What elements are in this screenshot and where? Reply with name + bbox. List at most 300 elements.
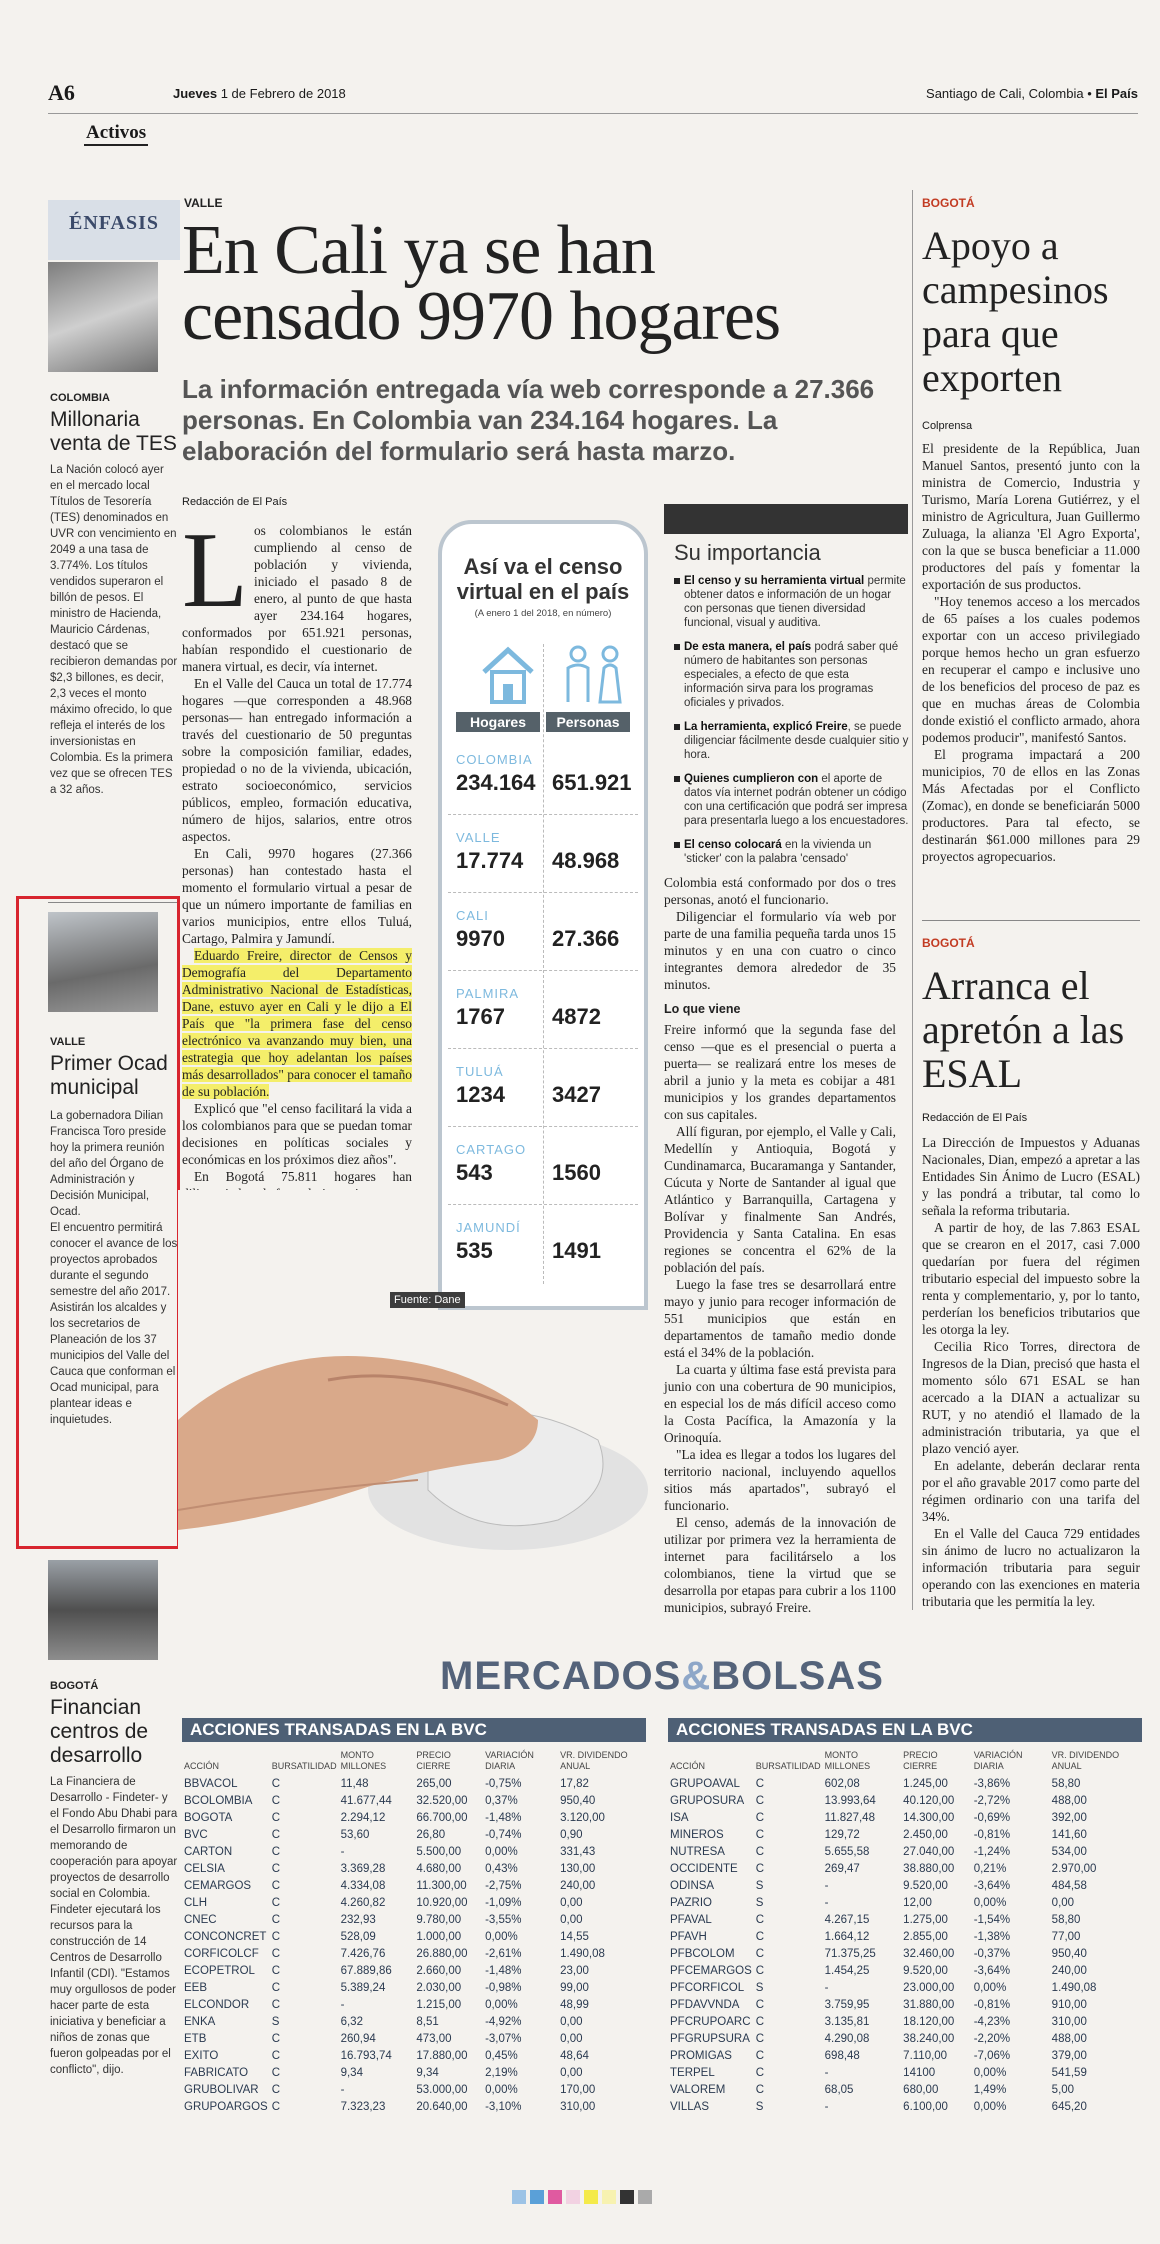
ticker-cell: NUTRESA <box>670 1845 725 1858</box>
value-cell: -4,92% <box>485 2015 522 2028</box>
value-cell: 32.520,00 <box>416 1794 468 1807</box>
value-cell: 1.275,00 <box>903 1913 948 1926</box>
value-cell: 534,00 <box>1051 1845 1087 1858</box>
value-cell: -0,69% <box>973 1811 1011 1824</box>
row-separator <box>448 1048 638 1049</box>
value-cell: 5.500,00 <box>416 1845 462 1858</box>
page-header <box>48 78 1138 114</box>
value-cell: 698,48 <box>824 2049 860 2062</box>
value-cell: 0,43% <box>485 1862 518 1875</box>
table-row <box>182 1945 646 1962</box>
table-row <box>668 1962 1142 1979</box>
article-column-3 <box>664 874 896 1616</box>
section-label: Activos <box>84 122 148 146</box>
ticker-cell: ISA <box>670 1811 689 1824</box>
ticker-cell: GRUPOARGOS <box>184 2100 268 2113</box>
personas-value: 27.366 <box>552 926 620 951</box>
value-cell: C <box>271 1964 281 1977</box>
value-cell: -1,09% <box>485 1896 522 1909</box>
column-header: VARIACIÓN DIARIA <box>973 1750 1023 1771</box>
value-cell: 260,94 <box>340 2032 376 2045</box>
ocad-body-1: La gobernadora Dilian Francisca Toro preside hoy la primera reunión del año del Órgano de Administración y Decisión Municipal, Ocad. <box>50 1110 167 1218</box>
region-label: COLOMBIA <box>456 752 533 767</box>
hogares-value: 9970 <box>456 926 505 951</box>
value-cell: -3,55% <box>485 1913 522 1926</box>
value-cell: 1.664,12 <box>824 1930 870 1943</box>
value-cell: -3,64% <box>973 1879 1011 1892</box>
importancia-list <box>674 574 910 876</box>
paragraph: Luego la fase tres se desarrollará entre mayo y junio para recoger información de 551 municipios que están en departamentos de tamaño medio donde está el 34% de la población. <box>664 1277 896 1360</box>
value-cell: 170,00 <box>560 2083 596 2096</box>
row-separator <box>448 970 638 971</box>
ticker-cell: PFCORFICOL <box>670 1981 745 1994</box>
value-cell: 3.135,81 <box>824 2015 870 2028</box>
market-table <box>182 1750 646 2115</box>
ticker-cell: ETB <box>184 2032 207 2045</box>
value-cell: 680,00 <box>903 2083 939 2096</box>
value-cell: 0,00 <box>560 2032 583 2045</box>
value-cell: 67.889,86 <box>340 1964 392 1977</box>
value-cell: 488,00 <box>1051 1794 1087 1807</box>
value-cell: C <box>271 1947 281 1960</box>
value-cell: 6,32 <box>340 2015 363 2028</box>
infographic-subtitle: (A enero 1 del 2018, en número) <box>474 608 612 619</box>
value-cell: 9.780,00 <box>416 1913 462 1926</box>
value-cell: 1.490,08 <box>560 1947 605 1960</box>
value-cell: C <box>271 1862 281 1875</box>
article-column-1 <box>182 511 412 1304</box>
value-cell: 9.520,00 <box>903 1964 948 1977</box>
value-cell: 13.993,64 <box>824 1794 876 1807</box>
value-cell: 7.323,23 <box>340 2100 386 2113</box>
value-cell: -4,23% <box>973 2015 1011 2028</box>
value-cell: -0,98% <box>485 1981 522 1994</box>
value-cell: 9,34 <box>416 2066 439 2079</box>
value-cell: 4.260,82 <box>340 1896 386 1909</box>
value-cell: C <box>271 1811 281 1824</box>
value-cell: 0,00% <box>973 1981 1007 1994</box>
market-table-title: ACCIONES TRANSADAS EN LA BVC <box>182 1718 646 1742</box>
importancia-item: El censo y su herramienta virtual permite obtener datos e información de un hogar con personas que tienen diversidad funcional, visual y auditiva. <box>674 574 910 630</box>
value-cell: C <box>755 1794 765 1807</box>
table-row <box>668 1792 1142 1809</box>
value-cell: 0,37% <box>485 1794 518 1807</box>
value-cell: 5.655,58 <box>824 1845 870 1858</box>
value-cell: 602,08 <box>824 1777 860 1790</box>
value-cell: 48,99 <box>560 1998 589 2011</box>
value-cell: 2.030,00 <box>416 1981 462 1994</box>
value-cell: -3,64% <box>973 1964 1011 1977</box>
ticker-cell: ODINSA <box>670 1879 715 1892</box>
apoyo-headline: Apoyo a campesinos para que exporten <box>922 223 1109 400</box>
value-cell: -3,10% <box>485 2100 522 2113</box>
value-cell: 265,00 <box>416 1777 452 1790</box>
value-cell: C <box>755 1828 765 1841</box>
table-row <box>668 2064 1142 2081</box>
paragraph: La cuarta y última fase está prevista para junio con una cobertura de 90 municipios, en especial los de más difícil acceso como la Costa Pacífica, la Amazonía y la Orinoquía. <box>664 1362 896 1445</box>
main-subheadline: La información entregada vía web corresponde a 27.366 personas. En Colombia van 234.164 hogares. La elaboración del formulario será hasta marzo. <box>182 374 875 466</box>
value-cell: 23,00 <box>560 1964 589 1977</box>
table-row <box>668 1860 1142 1877</box>
ticker-cell: BBVACOL <box>184 1777 238 1790</box>
value-cell: S <box>755 1896 764 1909</box>
column-header: MONTO MILLONES <box>340 1750 387 1771</box>
value-cell: 232,93 <box>340 1913 376 1926</box>
value-cell: 331,43 <box>560 1845 596 1858</box>
hogares-value: 1767 <box>456 1004 505 1029</box>
region-label: PALMIRA <box>456 986 520 1001</box>
value-cell: C <box>755 1862 765 1875</box>
value-cell: 12,00 <box>903 1896 932 1909</box>
value-cell: 950,40 <box>1051 1947 1087 1960</box>
table-row <box>668 2047 1142 2064</box>
column-header: VR. DIVIDENDO ANUAL <box>1051 1750 1120 1771</box>
column-header: PRECIO CIERRE <box>416 1750 451 1771</box>
value-cell: 14.300,00 <box>903 1811 955 1824</box>
value-cell: 484,58 <box>1051 1879 1087 1892</box>
value-cell: C <box>271 1828 281 1841</box>
market-table-left <box>182 1718 646 2115</box>
region-label: JAMUNDÍ <box>456 1220 521 1235</box>
value-cell: C <box>755 1998 765 2011</box>
value-cell: C <box>271 1845 281 1858</box>
hogares-value: 1234 <box>456 1082 505 1107</box>
value-cell: -0,75% <box>485 1777 522 1790</box>
value-cell: C <box>755 1777 765 1790</box>
value-cell: 0,00 <box>560 2015 583 2028</box>
value-cell: -1,48% <box>485 1811 522 1824</box>
value-cell: C <box>271 2032 281 2045</box>
ticker-cell: VALOREM <box>670 2083 726 2096</box>
value-cell: -3,07% <box>485 2032 522 2045</box>
ticker-cell: PROMIGAS <box>670 2049 732 2062</box>
paragraph: En el Valle del Cauca 729 entidades sin ánimo de lucro no actualizaron la información tributaria para seguir operando con las exenciones en materia tributaria que les permitía la ley. <box>922 1526 1140 1609</box>
hogares-value: 535 <box>456 1238 493 1263</box>
value-cell: 645,20 <box>1051 2100 1087 2113</box>
ticker-cell: OCCIDENTE <box>670 1862 738 1875</box>
market-table <box>668 1750 1142 2115</box>
dropcap: L <box>182 511 248 630</box>
value-cell: 0,00 <box>560 2066 583 2079</box>
ticker-cell: CEMARGOS <box>184 1879 252 1892</box>
value-cell: 14,55 <box>560 1930 589 1943</box>
value-cell: 269,47 <box>824 1862 860 1875</box>
subhead-lo-que-viene: Lo que viene <box>664 1002 741 1016</box>
kicker-bogota-1: BOGOTÁ <box>922 196 975 210</box>
value-cell: 32.460,00 <box>903 1947 955 1960</box>
value-cell: 1.000,00 <box>416 1930 462 1943</box>
hogares-value: 17.774 <box>456 848 524 873</box>
value-cell: 0,45% <box>485 2049 518 2062</box>
value-cell: S <box>271 2015 280 2028</box>
issue-date: Jueves 1 de Febrero de 2018 <box>173 86 346 101</box>
table-row <box>182 2047 646 2064</box>
value-cell: C <box>271 1896 281 1909</box>
paragraph: Explicó que "el censo facilitará la vida a los colombianos para que se puedan tomar decisiones en políticas sociales y económicas en los próximos diez años". <box>182 1101 412 1167</box>
table-row <box>668 1911 1142 1928</box>
value-cell: 0,00% <box>485 1998 518 2011</box>
ticker-cell: ENKA <box>184 2015 216 2028</box>
tes-photo <box>48 262 158 372</box>
personas-header: Personas <box>546 712 630 732</box>
value-cell: 0,21% <box>973 1862 1007 1875</box>
importancia-item: La herramienta, explicó Freire, se puede diligenciar fácilmente desde cualquier sitio y hora. <box>674 720 910 762</box>
value-cell: 141,60 <box>1051 1828 1087 1841</box>
value-cell: 7.110,00 <box>903 2049 948 2062</box>
value-cell: 1.490,08 <box>1051 1981 1097 1994</box>
value-cell: 48,64 <box>560 2049 589 2062</box>
house-icon <box>478 642 538 706</box>
column-divider <box>543 644 544 1284</box>
value-cell: 0,00% <box>973 2066 1007 2079</box>
esal-byline: Redacción de El País <box>922 1112 1028 1124</box>
value-cell: C <box>271 2100 281 2113</box>
value-cell: 17,82 <box>560 1777 589 1790</box>
markets-title: MERCADOS&BOLSAS <box>440 1654 884 1698</box>
region-label: TULUÁ <box>456 1064 504 1079</box>
value-cell: C <box>271 1981 281 1994</box>
value-cell: 71.375,25 <box>824 1947 876 1960</box>
value-cell: C <box>755 2083 765 2096</box>
table-row <box>668 1894 1142 1911</box>
value-cell: -7,06% <box>973 2049 1011 2062</box>
ticker-cell: PFCEMARGOS <box>670 1964 752 1977</box>
value-cell: 1.245,00 <box>903 1777 948 1790</box>
value-cell: 66.700,00 <box>416 1811 468 1824</box>
value-cell: 11.300,00 <box>416 1879 467 1892</box>
ticker-cell: VILLAS <box>670 2100 709 2113</box>
enfasis-label: ÉNFASIS <box>48 200 180 260</box>
paragraph: El programa impactará a 200 municipios, 70 de ellos en las Zonas Más Afectadas por el Conflicto (Zomac), en donde se beneficiarán 5000 productores. Para tal efecto, se destinarán $61.000 millones para 29 proyectos agropecuarios. <box>922 747 1140 864</box>
findeter-photo <box>48 1560 158 1660</box>
value-cell: C <box>755 2015 765 2028</box>
value-cell: C <box>755 2049 765 2062</box>
value-cell: -2,72% <box>973 1794 1011 1807</box>
value-cell: C <box>271 1879 281 1892</box>
value-cell: 17.880,00 <box>416 2049 468 2062</box>
value-cell: 2.660,00 <box>416 1964 462 1977</box>
paragraph: En adelante, deberán declarar renta por el año gravable 2017 como parte del régimen ordinario con una tarifa del 34%. <box>922 1458 1140 1524</box>
ocad-title: Primer Ocad municipal <box>50 1052 168 1099</box>
value-cell: 2.450,00 <box>903 1828 948 1841</box>
importancia-title: Su importancia <box>674 540 821 565</box>
apoyo-body <box>922 440 1140 865</box>
value-cell: - <box>340 1845 345 1858</box>
table-row <box>668 2098 1142 2115</box>
value-cell: 240,00 <box>560 1879 596 1892</box>
value-cell: 2.970,00 <box>1051 1862 1097 1875</box>
table-row <box>668 2081 1142 2098</box>
value-cell: 41.677,44 <box>340 1794 392 1807</box>
row-separator <box>448 814 638 815</box>
value-cell: 910,00 <box>1051 1998 1087 2011</box>
value-cell: 38.880,00 <box>903 1862 955 1875</box>
table-row <box>668 2013 1142 2030</box>
table-row <box>182 2030 646 2047</box>
personas-value: 4872 <box>552 1004 601 1029</box>
value-cell: 5.389,24 <box>340 1981 386 1994</box>
value-cell: 53,60 <box>340 1828 370 1841</box>
table-row <box>182 1894 646 1911</box>
value-cell: 18.120,00 <box>903 2015 955 2028</box>
value-cell: 528,09 <box>340 1930 376 1943</box>
value-cell: 7.426,76 <box>340 1947 386 1960</box>
region-label: CALI <box>456 908 489 923</box>
ticker-cell: BOGOTA <box>184 1811 233 1824</box>
table-row <box>668 1945 1142 1962</box>
ticker-cell: GRUBOLIVAR <box>184 2083 259 2096</box>
market-table-title: ACCIONES TRANSADAS EN LA BVC <box>668 1718 1142 1742</box>
hogares-value: 543 <box>456 1160 493 1185</box>
paragraph: En el Valle del Cauca un total de 17.774 hogares —que corresponden a 48.968 personas— han entregado información a través del cuestionario de 50 preguntas sobre la composición familiar, edades, propiedad o no de la vivienda, ubicación, estrato socioeconómico, servicios públicos, empleo, formación educativa, número de hijos, salarios, entre otros aspectos. <box>182 676 412 844</box>
importancia-bar <box>664 504 908 534</box>
table-row <box>182 1860 646 1877</box>
value-cell: 310,00 <box>1051 2015 1087 2028</box>
value-cell: C <box>755 1913 765 1926</box>
table-row <box>182 1775 646 1792</box>
value-cell: C <box>271 1913 281 1926</box>
paragraph: Colombia está conformado por dos o tres personas, anotó el funcionario. <box>664 875 896 907</box>
column-header: PRECIO CIERRE <box>903 1750 938 1771</box>
value-cell: 10.920,00 <box>416 1896 468 1909</box>
table-row <box>668 1996 1142 2013</box>
value-cell: C <box>271 2066 281 2079</box>
ticker-cell: MINEROS <box>670 1828 724 1841</box>
table-row <box>668 1843 1142 1860</box>
value-cell: 2,19% <box>485 2066 518 2079</box>
value-cell: S <box>755 2100 764 2113</box>
divider <box>922 920 1140 921</box>
value-cell: 488,00 <box>1051 2032 1087 2045</box>
personas-value: 1491 <box>552 1238 601 1263</box>
value-cell: 2.855,00 <box>903 1930 948 1943</box>
value-cell: 541,59 <box>1051 2066 1087 2079</box>
table-row <box>182 2064 646 2081</box>
ticker-cell: PFAVH <box>670 1930 707 1943</box>
value-cell: 99,00 <box>560 1981 589 1994</box>
kicker-colombia: COLOMBIA <box>50 392 110 404</box>
ticker-cell: CORFICOLCF <box>184 1947 259 1960</box>
value-cell: C <box>755 1930 765 1943</box>
masthead-location: Santiago de Cali, Colombia • El País <box>926 86 1138 101</box>
table-row <box>182 1911 646 1928</box>
people-icon <box>560 642 630 706</box>
value-cell: 4.267,15 <box>824 1913 870 1926</box>
ticker-cell: PFCRUPOARC <box>670 2015 751 2028</box>
column-header: VARIACIÓN DIARIA <box>485 1750 534 1771</box>
paragraph: A partir de hoy, de las 7.863 ESAL que se crearon en el 2017, casi 7.000 quedarían por fuera del régimen tributario especial del impuesto sobre la renta y complementario, y, por lo tanto, perderían los beneficios tributarios que les otorga la ley. <box>922 1220 1140 1337</box>
value-cell: C <box>271 2049 281 2062</box>
hogares-header: Hogares <box>456 712 540 732</box>
personas-value: 48.968 <box>552 848 620 873</box>
value-cell: 0,00% <box>485 2083 518 2096</box>
value-cell: 9,34 <box>340 2066 363 2079</box>
paragraph: Allí figuran, por ejemplo, el Valle y Cali, Medellín y Antioquia, Bogotá y Cundinamarca, Bucaramanga y Santander, Cúcuta y Norte de Santander al igual que Atlántico y Barranquilla, Cartagena y Bolívar y finalmente San Andrés, Providencia y Santa Catalina. En esas regiones se concentra el 62% de la población del país. <box>664 1124 896 1275</box>
personas-value: 651.921 <box>552 770 632 795</box>
value-cell: - <box>340 1998 345 2011</box>
value-cell: 4.290,08 <box>824 2032 870 2045</box>
personas-value: 1560 <box>552 1160 601 1185</box>
value-cell: -2,61% <box>485 1947 522 1960</box>
column-header: BURSATILIDAD <box>755 1761 821 1771</box>
value-cell: 11.827,48 <box>824 1811 875 1824</box>
table-row <box>182 1979 646 1996</box>
value-cell: S <box>755 1879 764 1892</box>
value-cell: 58,80 <box>1051 1913 1081 1926</box>
value-cell: C <box>755 1811 765 1824</box>
table-row <box>182 2098 646 2115</box>
table-row <box>668 1928 1142 1945</box>
region-label: VALLE <box>456 830 501 845</box>
value-cell: 31.880,00 <box>903 1998 955 2011</box>
ticker-cell: CNEC <box>184 1913 217 1926</box>
value-cell: 5,00 <box>1051 2083 1075 2096</box>
ticker-cell: PFGRUPSURA <box>670 2032 750 2045</box>
value-cell: 950,40 <box>560 1794 596 1807</box>
ticker-cell: GRUPOAVAL <box>670 1777 740 1790</box>
paragraph: Diligenciar el formulario vía web por parte de una familia pequeña tarda unos 15 minutos y en una con cuatro o cinco integrantes demora alrededor de 35 minutos. <box>664 909 896 992</box>
hogares-value: 234.164 <box>456 770 536 795</box>
value-cell: - <box>824 1879 829 1892</box>
value-cell: - <box>824 2100 829 2113</box>
table-row <box>668 1979 1142 1996</box>
page-number: A6 <box>48 80 75 105</box>
paragraph: "La idea es llegar a todos los lugares del territorio nacional, incluyendo aquellos sitios más apartados", subrayó el funcionario. <box>664 1447 896 1513</box>
highlighted-quote: Eduardo Freire, director de Censos y Demografía del Departamento Administrativo Nacional de Estadísticas, Dane, estuvo ayer en Cali y le dijo a El País que "la primera fase del censo electrónico va avanzando muy bien, una estrategia que hoy adelantan los países más desarrollados" para conocer el tamaño de su población. <box>182 948 412 1099</box>
row-separator <box>448 892 638 893</box>
value-cell: 23.000,00 <box>903 1981 955 1994</box>
ticker-cell: CARTON <box>184 1845 233 1858</box>
ticker-cell: PAZRIO <box>670 1896 712 1909</box>
value-cell: C <box>271 2083 281 2096</box>
value-cell: 2.294,12 <box>340 1811 386 1824</box>
table-row <box>182 1962 646 1979</box>
value-cell: -0,81% <box>973 1998 1011 2011</box>
kicker-valle-left: VALLE <box>50 1036 86 1048</box>
column-header: BURSATILIDAD <box>271 1761 337 1771</box>
ocad-body-2: El encuentro permitirá conocer el avance de los proyectos aprobados durante el segundo semestre del año 2017. <box>50 1222 178 1298</box>
main-kicker: VALLE <box>184 196 223 210</box>
value-cell: -1,48% <box>485 1964 522 1977</box>
value-cell: C <box>755 1964 765 1977</box>
infographic-source: Fuente: Dane <box>390 1292 465 1308</box>
value-cell: -1,38% <box>973 1930 1011 1943</box>
value-cell: C <box>271 1794 281 1807</box>
ticker-cell: TERPEL <box>670 2066 715 2079</box>
findeter-title: Financian centros de desarrollo <box>50 1696 149 1767</box>
value-cell: C <box>755 2032 765 2045</box>
value-cell: 26,80 <box>416 1828 446 1841</box>
value-cell: 130,00 <box>560 1862 596 1875</box>
table-row <box>668 1877 1142 1894</box>
column-rule <box>912 190 913 1610</box>
table-row <box>182 1996 646 2013</box>
market-table-right <box>668 1718 1142 2115</box>
table-row <box>668 2030 1142 2047</box>
column-header: ACCIÓN <box>184 1761 220 1771</box>
value-cell: 379,00 <box>1051 2049 1087 2062</box>
value-cell: 1.454,25 <box>824 1964 870 1977</box>
ocad-body-3: Asistirán los alcaldes y los secretarios de Planeación de los 37 municipios del Valle del Cauca que conforman el Ocad municipal, para plantear ideas e inquietudes. <box>50 1302 176 1426</box>
table-row <box>182 1877 646 1894</box>
value-cell: 58,80 <box>1051 1777 1081 1790</box>
column-header: MONTO MILLONES <box>824 1750 871 1771</box>
value-cell: - <box>824 1981 829 1994</box>
paragraph: os colombianos le están cumpliendo al censo de población y vivienda, iniciado el pasado 8 de enero, al punto de que hasta ayer 234.164 hogares, conformados por 651.921 personas, habían respondido el cuestionario de manera virtual, es decir, vía internet. <box>182 523 412 674</box>
value-cell: -0,74% <box>485 1828 522 1841</box>
ticker-cell: FABRICATO <box>184 2066 249 2079</box>
value-cell: -2,20% <box>973 2032 1011 2045</box>
